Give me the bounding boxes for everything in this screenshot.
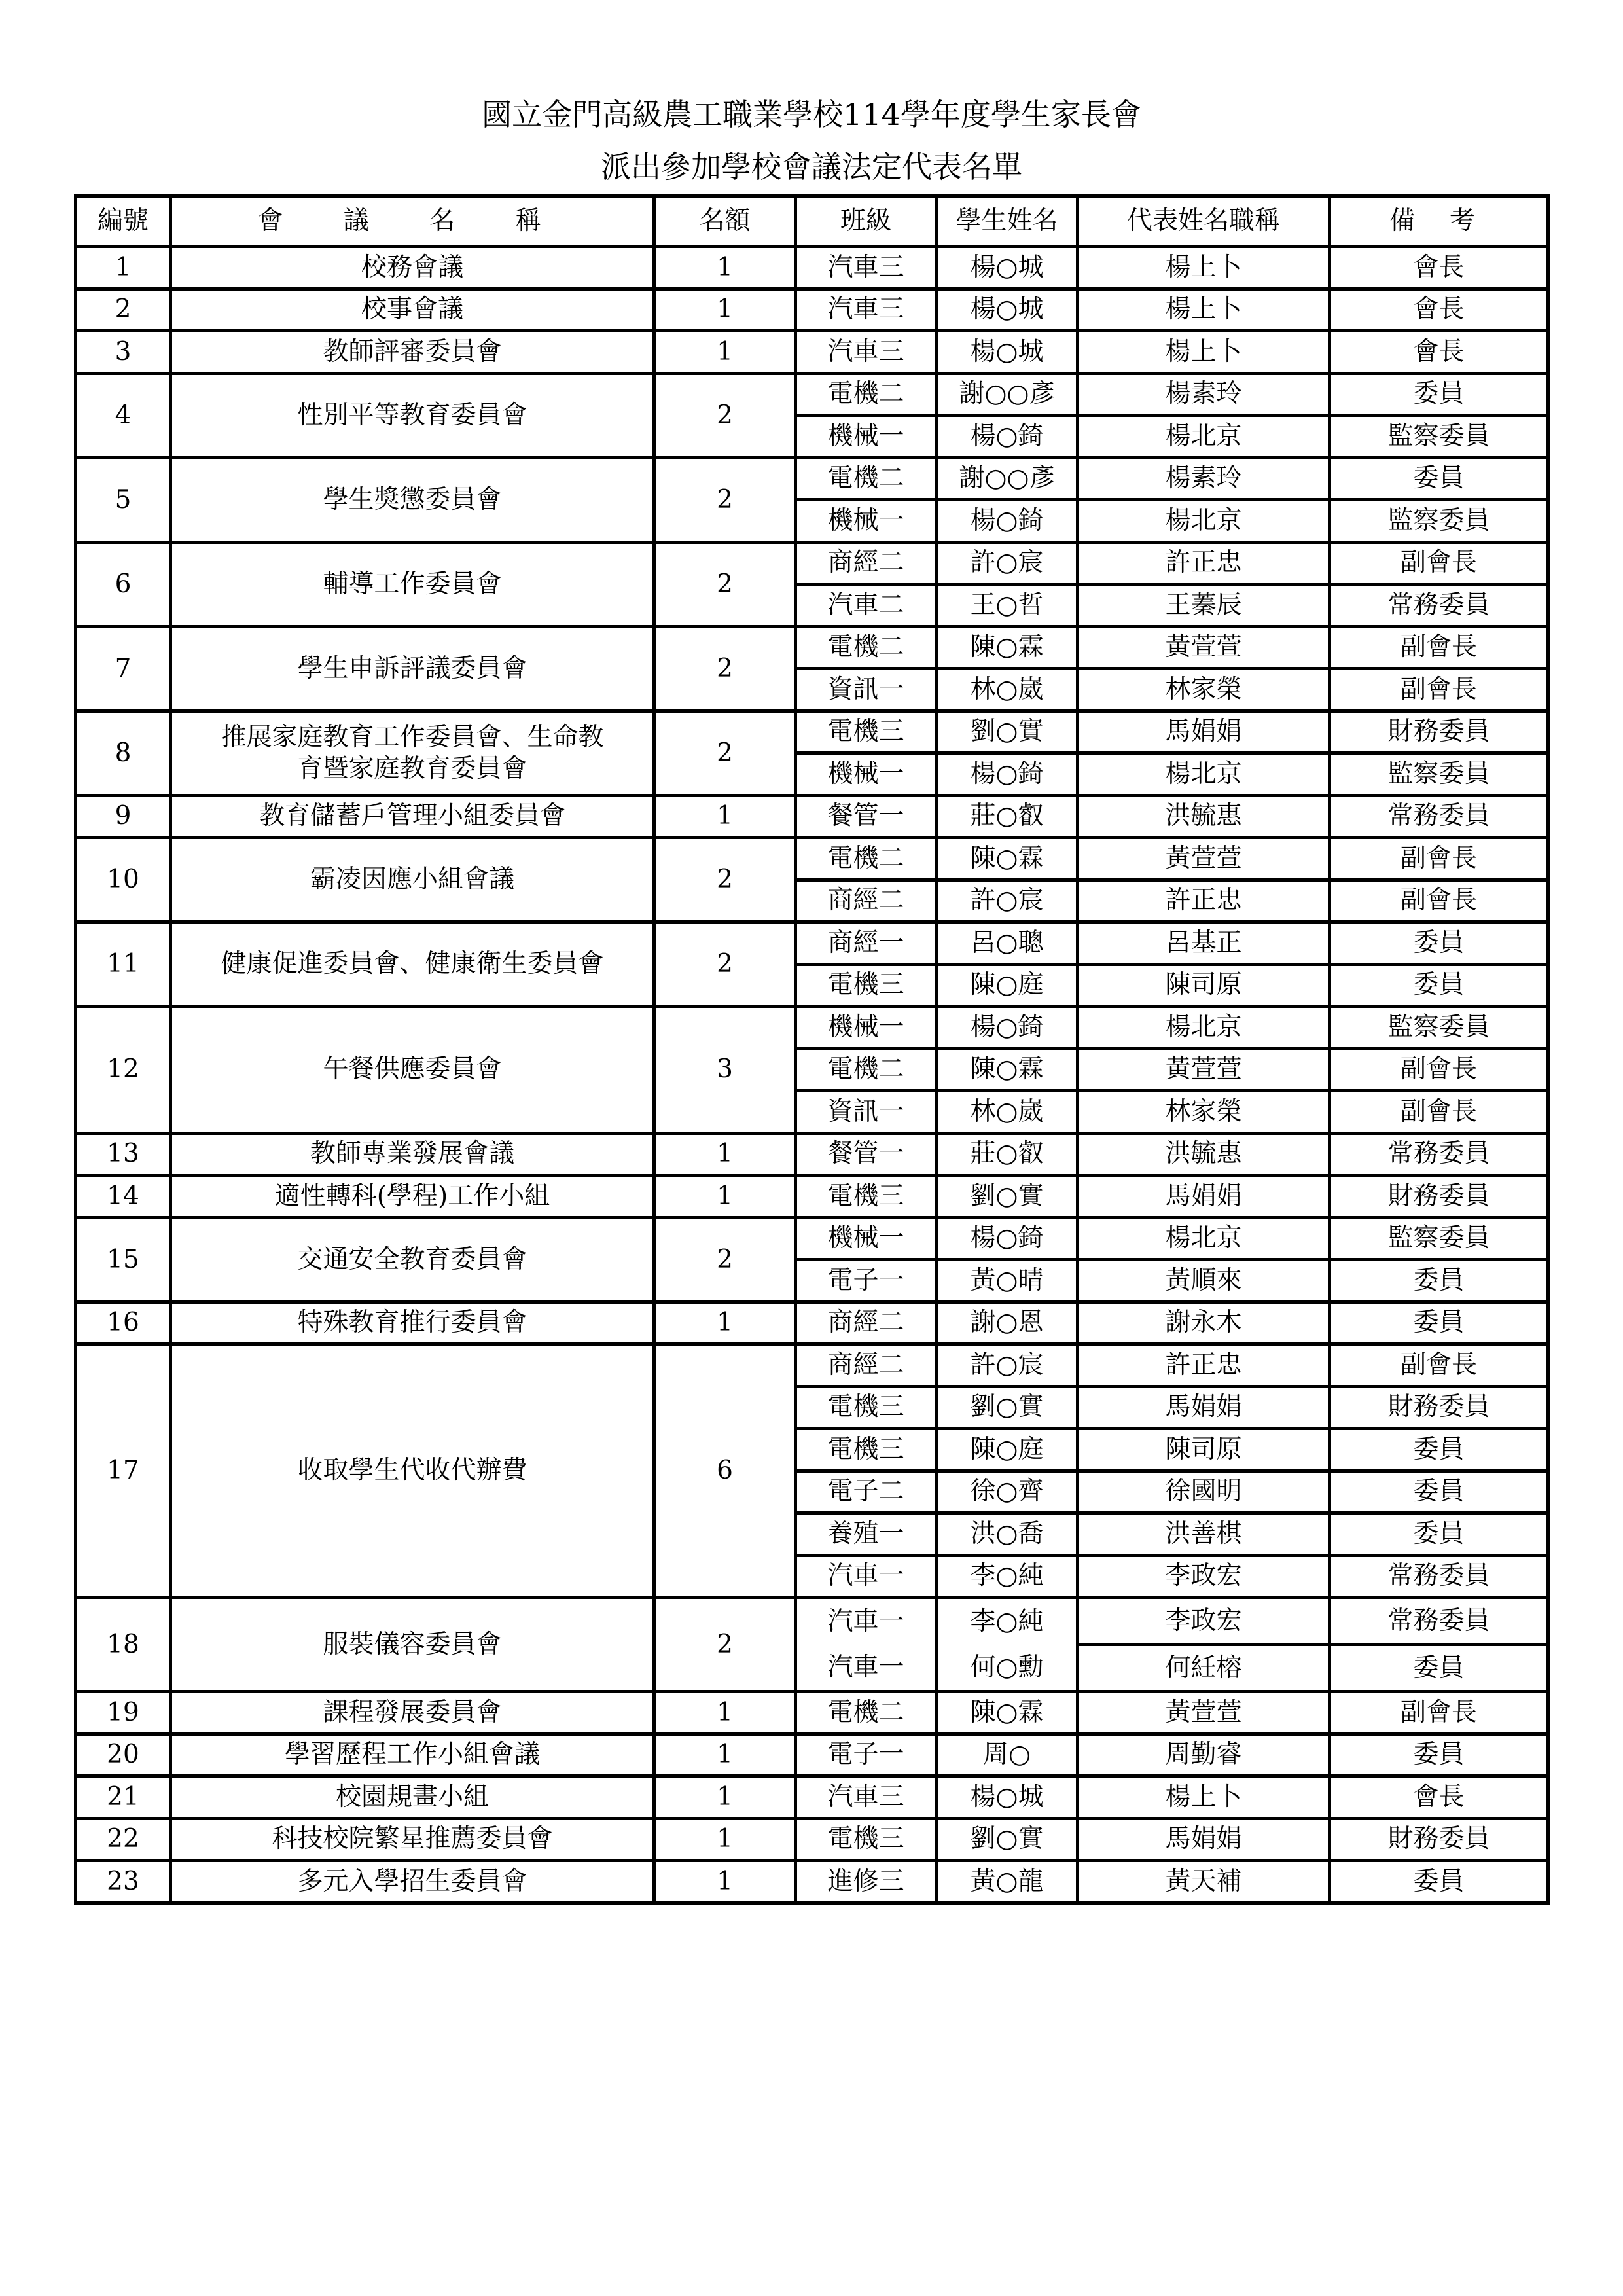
table-row: [76, 795, 1548, 838]
cell-number: 20: [76, 1734, 171, 1776]
cell-class: 電子一: [796, 1734, 936, 1776]
cell-meeting-name: 性別平等教育委員會: [171, 373, 654, 457]
cell-student-group: [936, 1598, 1078, 1692]
cell-student-name: 徐○齊: [936, 1471, 1078, 1513]
cell-class: 汽車二: [796, 584, 936, 627]
cell-remarks: 常務委員: [1330, 1555, 1548, 1598]
cell-meeting-name: 健康促進委員會、健康衛生委員會: [171, 922, 654, 1007]
table-body: [76, 247, 1548, 1903]
cell-quota: 1: [654, 331, 796, 374]
cell-representative: 楊素玲: [1078, 457, 1330, 500]
cell-meeting-name: 特殊教育推行委員會: [171, 1302, 654, 1344]
cell-meeting-name: 教育儲蓄戶管理小組委員會: [171, 795, 654, 838]
cell-remarks: 委員: [1330, 1645, 1548, 1692]
cell-class: 進修三: [796, 1861, 936, 1903]
cell-number: 23: [76, 1861, 171, 1903]
cell-student-name: 洪○喬: [936, 1513, 1078, 1556]
cell-number: 21: [76, 1776, 171, 1819]
cell-remarks: 會長: [1330, 247, 1548, 289]
cell-quota: 1: [654, 289, 796, 331]
cell-class: 電機二: [796, 1049, 936, 1091]
cell-class: 電機二: [796, 838, 936, 880]
table-row: [76, 247, 1548, 289]
cell-number: 9: [76, 795, 171, 838]
cell-quota: 2: [654, 711, 796, 795]
cell-class: 汽車三: [796, 331, 936, 374]
cell-quota: 1: [654, 1133, 796, 1175]
cell-number: 16: [76, 1302, 171, 1344]
cell-student-name: 陳○霖: [936, 626, 1078, 669]
cell-meeting-name: 午餐供應委員會: [171, 1007, 654, 1134]
cell-meeting-name: 適性轉科(學程)工作小組: [171, 1175, 654, 1218]
cell-remarks: 監察委員: [1330, 753, 1548, 796]
cell-number: 22: [76, 1818, 171, 1861]
cell-class: 機械一: [796, 1217, 936, 1260]
cell-remarks: 財務委員: [1330, 1818, 1548, 1861]
cell-class: 資訊一: [796, 669, 936, 711]
cell-quota: 2: [654, 542, 796, 626]
representatives-table: [74, 194, 1550, 1905]
cell-class: 電子一: [796, 1260, 936, 1302]
cell-remarks: 監察委員: [1330, 416, 1548, 458]
cell-student-name: 謝○○彥: [936, 373, 1078, 416]
cell-class: 機械一: [796, 416, 936, 458]
cell-remarks: 委員: [1330, 1513, 1548, 1556]
cell-student-name: 謝○恩: [936, 1302, 1078, 1344]
cell-remarks: 常務委員: [1330, 584, 1548, 627]
cell-remarks: 副會長: [1330, 542, 1548, 584]
cell-quota: 2: [654, 457, 796, 542]
cell-meeting-name: 收取學生代收代辦費: [171, 1344, 654, 1598]
cell-representative: 楊北京: [1078, 500, 1330, 543]
cell-meeting-name: 推展家庭教育工作委員會、生命教育暨家庭教育委員會: [171, 711, 654, 795]
cell-remarks: 委員: [1330, 1260, 1548, 1302]
cell-representative: 許正忠: [1078, 542, 1330, 584]
cell-remarks: 副會長: [1330, 838, 1548, 880]
header-class: 班級: [796, 196, 936, 247]
cell-student-name: 林○崴: [936, 669, 1078, 711]
cell-student-name: 黃○龍: [936, 1861, 1078, 1903]
header-remarks: 備 考: [1330, 196, 1548, 247]
cell-remarks: 監察委員: [1330, 1007, 1548, 1049]
cell-remarks: 副會長: [1330, 1049, 1548, 1091]
cell-number: 11: [76, 922, 171, 1007]
cell-quota: 1: [654, 1861, 796, 1903]
cell-representative: 徐國明: [1078, 1471, 1330, 1513]
cell-remarks: 副會長: [1330, 1692, 1548, 1734]
cell-number: 10: [76, 838, 171, 922]
cell-class: 商經一: [796, 922, 936, 965]
table-row: [76, 1007, 1548, 1049]
cell-representative: 陳司原: [1078, 1429, 1330, 1471]
cell-representative: 楊上卜: [1078, 1776, 1330, 1819]
cell-remarks: 常務委員: [1330, 1133, 1548, 1175]
table-row: [76, 1776, 1548, 1819]
document-subtitle: 派出參加學校會議法定代表名單: [601, 149, 1022, 185]
cell-representative: 楊上卜: [1078, 247, 1330, 289]
cell-representative: 楊北京: [1078, 416, 1330, 458]
cell-meeting-name: 服裝儀容委員會: [171, 1598, 654, 1692]
cell-quota: 2: [654, 373, 796, 457]
table-row: [76, 542, 1548, 584]
cell-remarks: 委員: [1330, 922, 1548, 965]
header-meeting-name: 會 議 名 稱: [171, 196, 654, 247]
cell-quota: 1: [654, 1175, 796, 1218]
cell-remarks: 會長: [1330, 331, 1548, 374]
cell-class: 電機三: [796, 1429, 936, 1471]
cell-student-name: 李○純: [970, 1607, 1044, 1636]
cell-number: 4: [76, 373, 171, 457]
cell-representative: 李政宏: [1078, 1555, 1330, 1598]
cell-class: 餐管一: [796, 1133, 936, 1175]
table-row: [76, 922, 1548, 965]
cell-representative: 黃萱萱: [1078, 1692, 1330, 1734]
cell-student-name: 楊○錡: [936, 416, 1078, 458]
cell-representative: 馬娟娟: [1078, 711, 1330, 753]
cell-student-name: 謝○○彥: [936, 457, 1078, 500]
cell-representative: 李政宏: [1078, 1598, 1330, 1645]
cell-remarks: 委員: [1330, 1861, 1548, 1903]
cell-quota: 1: [654, 247, 796, 289]
cell-quota: 1: [654, 1776, 796, 1819]
cell-student-name: 周○: [936, 1734, 1078, 1776]
cell-student-name: 楊○錡: [936, 1007, 1078, 1049]
table-row: [76, 1217, 1548, 1260]
cell-student-name: 陳○霖: [936, 1692, 1078, 1734]
cell-representative: 林家榮: [1078, 669, 1330, 711]
table-header-row: [76, 196, 1548, 247]
table-row: [76, 373, 1548, 416]
cell-remarks: 委員: [1330, 373, 1548, 416]
cell-remarks: 會長: [1330, 1776, 1548, 1819]
cell-representative: 黃天補: [1078, 1861, 1330, 1903]
cell-quota: 1: [654, 1734, 796, 1776]
cell-number: 1: [76, 247, 171, 289]
cell-student-name: 劉○實: [936, 711, 1078, 753]
cell-representative: 馬娟娟: [1078, 1175, 1330, 1218]
cell-student-name: 劉○實: [936, 1175, 1078, 1218]
cell-representative: 呂基正: [1078, 922, 1330, 965]
cell-class: 機械一: [796, 500, 936, 543]
cell-class: 電機三: [796, 1818, 936, 1861]
cell-representative: 謝永木: [1078, 1302, 1330, 1344]
cell-representative: 馬娟娟: [1078, 1818, 1330, 1861]
cell-remarks: 財務委員: [1330, 711, 1548, 753]
cell-representative: 楊素玲: [1078, 373, 1330, 416]
cell-quota: 2: [654, 626, 796, 711]
cell-student-name: 許○宸: [936, 1344, 1078, 1387]
cell-meeting-name: 課程發展委員會: [171, 1692, 654, 1734]
table-row: [76, 626, 1548, 669]
cell-meeting-name: 霸凌因應小組會議: [171, 838, 654, 922]
cell-meeting-name: 輔導工作委員會: [171, 542, 654, 626]
cell-quota: 1: [654, 1818, 796, 1861]
cell-class: 商經二: [796, 542, 936, 584]
cell-student-name: 楊○城: [936, 289, 1078, 331]
cell-quota: 6: [654, 1344, 796, 1598]
table-row: [76, 838, 1548, 880]
cell-class: 汽車三: [796, 289, 936, 331]
table-row: [76, 1861, 1548, 1903]
table-row: [76, 457, 1548, 500]
cell-student-name: 黃○晴: [936, 1260, 1078, 1302]
cell-representative: 黃萱萱: [1078, 1049, 1330, 1091]
cell-number: 18: [76, 1598, 171, 1692]
cell-class: 機械一: [796, 1007, 936, 1049]
cell-student-name: 陳○霖: [936, 1049, 1078, 1091]
table-row: [76, 1344, 1548, 1387]
cell-class: 汽車一: [827, 1652, 904, 1682]
cell-number: 17: [76, 1344, 171, 1598]
cell-number: 13: [76, 1133, 171, 1175]
cell-representative: 黃萱萱: [1078, 626, 1330, 669]
cell-class: 養殖一: [796, 1513, 936, 1556]
cell-representative: 黃順來: [1078, 1260, 1330, 1302]
table-row: [76, 1734, 1548, 1776]
cell-student-name: 陳○庭: [936, 1429, 1078, 1471]
cell-meeting-name: 學生申訴評議委員會: [171, 626, 654, 711]
cell-number: 7: [76, 626, 171, 711]
cell-remarks: 委員: [1330, 457, 1548, 500]
cell-student-name: 許○宸: [936, 880, 1078, 922]
cell-remarks: 委員: [1330, 964, 1548, 1007]
cell-student-name: 莊○叡: [936, 1133, 1078, 1175]
cell-class: 電子二: [796, 1471, 936, 1513]
cell-class: 電機二: [796, 626, 936, 669]
cell-representative: 林家榮: [1078, 1091, 1330, 1134]
cell-class-group: [796, 1598, 936, 1692]
cell-class: 電機三: [796, 964, 936, 1007]
cell-meeting-name: 多元入學招生委員會: [171, 1861, 654, 1903]
cell-class: 汽車一: [796, 1555, 936, 1598]
cell-student-name: 何○勳: [970, 1652, 1044, 1682]
cell-class: 電機三: [796, 711, 936, 753]
cell-class: 汽車三: [796, 247, 936, 289]
cell-meeting-name: 交通安全教育委員會: [171, 1217, 654, 1302]
cell-number: 8: [76, 711, 171, 795]
cell-student-name: 楊○城: [936, 1776, 1078, 1819]
cell-class: 電機二: [796, 373, 936, 416]
cell-class: 商經二: [796, 1344, 936, 1387]
cell-class: 電機三: [796, 1386, 936, 1429]
cell-class: 電機三: [796, 1175, 936, 1218]
cell-class: 商經二: [796, 880, 936, 922]
cell-quota: 2: [654, 838, 796, 922]
cell-representative: 楊北京: [1078, 1217, 1330, 1260]
cell-student-name: 楊○城: [936, 331, 1078, 374]
cell-quota: 1: [654, 795, 796, 838]
table-row: [76, 1175, 1548, 1218]
cell-representative: 楊北京: [1078, 1007, 1330, 1049]
cell-student-name: 劉○實: [936, 1818, 1078, 1861]
cell-student-name: 楊○錡: [936, 1217, 1078, 1260]
cell-representative: 洪毓惠: [1078, 1133, 1330, 1175]
cell-student-name: 李○純: [936, 1555, 1078, 1598]
cell-meeting-name: 校事會議: [171, 289, 654, 331]
cell-meeting-name: 教師專業發展會議: [171, 1133, 654, 1175]
cell-representative: 許正忠: [1078, 880, 1330, 922]
document-title: 國立金門高級農工職業學校114學年度學生家長會: [482, 97, 1141, 132]
cell-representative: 何紝榕: [1078, 1645, 1330, 1692]
header-quota: 名額: [654, 196, 796, 247]
cell-class: 電機二: [796, 457, 936, 500]
cell-class: 商經二: [796, 1302, 936, 1344]
cell-meeting-name: 校園規畫小組: [171, 1776, 654, 1819]
cell-representative: 王蓁辰: [1078, 584, 1330, 627]
cell-number: 14: [76, 1175, 171, 1218]
cell-quota: 2: [654, 1217, 796, 1302]
cell-quota: 2: [654, 1598, 796, 1692]
cell-student-name: 呂○聰: [936, 922, 1078, 965]
cell-remarks: 副會長: [1330, 1091, 1548, 1134]
table-row: [76, 1818, 1548, 1861]
cell-student-name: 劉○實: [936, 1386, 1078, 1429]
cell-remarks: 常務委員: [1330, 795, 1548, 838]
cell-remarks: 委員: [1330, 1302, 1548, 1344]
cell-remarks: 副會長: [1330, 626, 1548, 669]
cell-remarks: 會長: [1330, 289, 1548, 331]
cell-meeting-name: 學生獎懲委員會: [171, 457, 654, 542]
cell-representative: 黃萱萱: [1078, 838, 1330, 880]
cell-representative: 洪善棋: [1078, 1513, 1330, 1556]
cell-remarks: 監察委員: [1330, 500, 1548, 543]
cell-representative: 洪毓惠: [1078, 795, 1330, 838]
cell-class: 餐管一: [796, 795, 936, 838]
cell-number: 12: [76, 1007, 171, 1134]
cell-student-name: 莊○叡: [936, 795, 1078, 838]
cell-quota: 2: [654, 922, 796, 1007]
cell-student-name: 楊○錡: [936, 500, 1078, 543]
cell-student-name: 許○宸: [936, 542, 1078, 584]
header-student-name: 學生姓名: [936, 196, 1078, 247]
cell-quota: 1: [654, 1692, 796, 1734]
cell-meeting-name: 學習歷程工作小組會議: [171, 1734, 654, 1776]
cell-class: 電機二: [796, 1692, 936, 1734]
cell-representative: 楊上卜: [1078, 331, 1330, 374]
cell-class: 資訊一: [796, 1091, 936, 1134]
header-number: 編號: [76, 196, 171, 247]
cell-student-name: 楊○城: [936, 247, 1078, 289]
cell-class: 汽車三: [796, 1776, 936, 1819]
table-row: [76, 1133, 1548, 1175]
cell-quota: 1: [654, 1302, 796, 1344]
cell-remarks: 監察委員: [1330, 1217, 1548, 1260]
table-row: [76, 289, 1548, 331]
cell-remarks: 委員: [1330, 1471, 1548, 1513]
table-row: [76, 1598, 1548, 1645]
cell-remarks: 財務委員: [1330, 1175, 1548, 1218]
cell-remarks: 副會長: [1330, 669, 1548, 711]
cell-remarks: 委員: [1330, 1734, 1548, 1776]
cell-representative: 楊北京: [1078, 753, 1330, 796]
cell-number: 15: [76, 1217, 171, 1302]
cell-number: 5: [76, 457, 171, 542]
cell-student-name: 陳○霖: [936, 838, 1078, 880]
cell-remarks: 財務委員: [1330, 1386, 1548, 1429]
cell-meeting-name: 科技校院繁星推薦委員會: [171, 1818, 654, 1861]
cell-quota: 3: [654, 1007, 796, 1134]
cell-number: 6: [76, 542, 171, 626]
cell-meeting-name: 校務會議: [171, 247, 654, 289]
cell-number: 2: [76, 289, 171, 331]
cell-remarks: 常務委員: [1330, 1598, 1548, 1645]
cell-remarks: 副會長: [1330, 880, 1548, 922]
cell-class: 機械一: [796, 753, 936, 796]
table-row: [76, 1692, 1548, 1734]
cell-student-name: 林○崴: [936, 1091, 1078, 1134]
cell-student-name: 陳○庭: [936, 964, 1078, 1007]
cell-representative: 楊上卜: [1078, 289, 1330, 331]
cell-number: 19: [76, 1692, 171, 1734]
cell-representative: 馬娟娟: [1078, 1386, 1330, 1429]
cell-meeting-name: 教師評審委員會: [171, 331, 654, 374]
cell-student-name: 王○哲: [936, 584, 1078, 627]
cell-student-name: 楊○錡: [936, 753, 1078, 796]
cell-number: 3: [76, 331, 171, 374]
table-row: [76, 1302, 1548, 1344]
cell-representative: 陳司原: [1078, 964, 1330, 1007]
cell-representative: 許正忠: [1078, 1344, 1330, 1387]
cell-class: 汽車一: [827, 1607, 904, 1636]
table-row: [76, 331, 1548, 374]
cell-remarks: 委員: [1330, 1429, 1548, 1471]
cell-remarks: 副會長: [1330, 1344, 1548, 1387]
table-row: [76, 711, 1548, 753]
header-representative: 代表姓名職稱: [1078, 196, 1330, 247]
cell-representative: 周勤睿: [1078, 1734, 1330, 1776]
